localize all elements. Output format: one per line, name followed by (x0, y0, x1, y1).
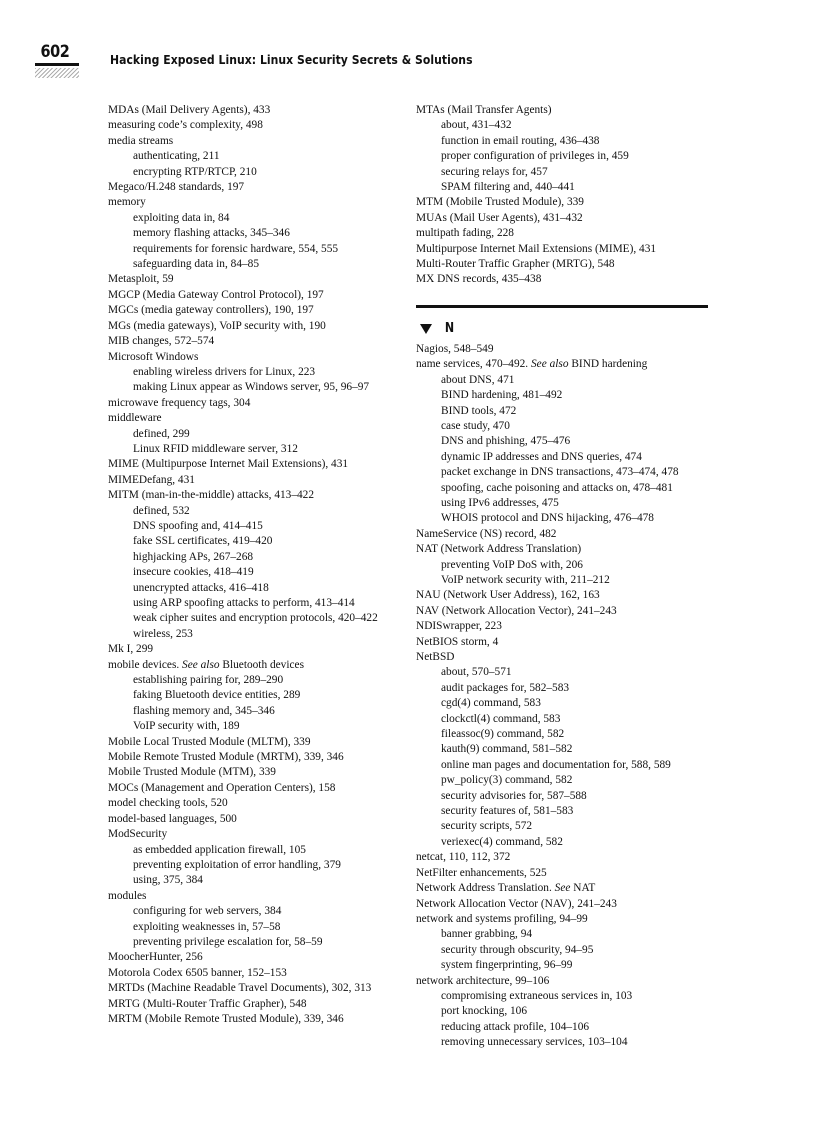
index-subentry: case study, 470 (441, 419, 510, 432)
index-entry: microwave frequency tags, 304 (108, 396, 251, 409)
index-subentry: requirements for forensic hardware, 554, 555 (133, 242, 339, 255)
index-entry: netcat, 110, 112, 372 (416, 851, 511, 864)
index-subentry: audit packages for, 582–583 (441, 681, 570, 694)
index-subentry: proper configuration of privileges in, 459 (441, 150, 629, 163)
index-entry: Mobile Remote Trusted Module (MRTM), 339, 346 (108, 751, 344, 764)
index-entry: measuring code’s complexity, 498 (108, 119, 263, 132)
index-subentry: defined, 299 (133, 427, 190, 440)
index-entry: MDAs (Mail Delivery Agents), 433 (108, 104, 271, 116)
index-entry: MRTM (Mobile Remote Trusted Module), 339, 346 (108, 1012, 344, 1025)
see-reference: See (554, 882, 571, 895)
index-subentry: fileassoc(9) command, 582 (441, 728, 565, 741)
index-subentry: BIND tools, 472 (441, 404, 517, 417)
index-subentry: removing unnecessary services, 103–104 (441, 1036, 628, 1049)
index-entry: MRTG (Multi-Router Traffic Grapher), 548 (108, 997, 307, 1010)
index-entry: model-based languages, 500 (108, 812, 237, 825)
index-subentry: compromising extraneous services in, 103 (441, 989, 633, 1002)
index-entry: NetBIOS storm, 4 (416, 635, 499, 648)
index-entry: media streams (108, 134, 174, 147)
index-entry: Multi-Router Traffic Grapher (MRTG), 548 (416, 258, 615, 271)
index-column-right (416, 103, 716, 1051)
index-subentry: safeguarding data in, 84–85 (133, 258, 260, 271)
index-entry: name services, 470–492. See also BIND hardening (416, 358, 648, 371)
index-subentry: BIND hardening, 481–492 (441, 389, 563, 402)
index-subentry: packet exchange in DNS transactions, 473–474, 478 (441, 466, 679, 479)
index-subentry: preventing VoIP DoS with, 206 (441, 558, 583, 571)
index-subentry: preventing privilege escalation for, 58–59 (133, 935, 323, 948)
index-group-m-continued (416, 103, 716, 288)
index-entry: modules (108, 889, 147, 902)
index-subentry: faking Bluetooth device entities, 289 (133, 689, 301, 702)
index-subentry: using, 375, 384 (133, 874, 203, 887)
index-subentry: online man pages and documentation for, 588, 589 (441, 758, 671, 771)
index-entry: MGCP (Media Gateway Control Protocol), 197 (108, 288, 324, 301)
index-subentry: about, 570–571 (441, 666, 512, 679)
index-subentry: securing relays for, 457 (441, 165, 548, 178)
index-entry: Motorola Codex 6505 banner, 152–153 (108, 966, 287, 979)
index-entry: NAT (Network Address Translation) (416, 543, 582, 556)
index-entry: network architecture, 99–106 (416, 974, 550, 987)
index-subentry: weak cipher suites and encryption protocols, 420–422 (133, 612, 378, 625)
index-entry: Mobile Trusted Module (MTM), 339 (108, 766, 276, 779)
index-subentry: exploiting data in, 84 (133, 211, 230, 224)
index-subentry: veriexec(4) command, 582 (441, 835, 563, 848)
index-subentry: banner grabbing, 94 (441, 928, 533, 941)
index-entry: multipath fading, 228 (416, 227, 514, 240)
index-entry: NetFilter enhancements, 525 (416, 866, 547, 879)
index-subentry: as embedded application firewall, 105 (133, 843, 306, 856)
index-entry: memory (108, 196, 146, 209)
index-subentry: defined, 532 (133, 504, 190, 517)
page-number: 602 (40, 42, 70, 62)
index-subentry: pw_policy(3) command, 582 (441, 774, 573, 787)
index-subentry: VoIP network security with, 211–212 (441, 573, 610, 586)
page-number-ornament (35, 68, 79, 78)
index-entry: ModSecurity (108, 828, 168, 841)
see-reference: See also (182, 658, 220, 671)
index-column-left (108, 103, 408, 1027)
index-entry: Metasploit, 59 (108, 273, 174, 286)
index-entry: middleware (108, 412, 162, 425)
index-entry: Mk I, 299 (108, 643, 154, 656)
index-subentry: dynamic IP addresses and DNS queries, 474 (441, 450, 642, 463)
index-entry: MoocherHunter, 256 (108, 951, 203, 964)
index-subentry: SPAM filtering and, 440–441 (441, 181, 575, 194)
index-subentry: fake SSL certificates, 419–420 (133, 535, 273, 548)
index-subentry: using IPv6 addresses, 475 (441, 496, 559, 509)
index-entry: MX DNS records, 435–438 (416, 273, 542, 286)
index-subentry: kauth(9) command, 581–582 (441, 743, 573, 756)
index-subentry: unencrypted attacks, 416–418 (133, 581, 269, 594)
index-subentry: flashing memory and, 345–346 (133, 704, 275, 717)
index-entry: NDISwrapper, 223 (416, 620, 502, 633)
index-entry: NetBSD (416, 651, 455, 663)
index-entry: MOCs (Management and Operation Centers), 158 (108, 781, 336, 794)
index-subentry: clockctl(4) command, 583 (441, 712, 561, 725)
index-subentry: wireless, 253 (133, 627, 193, 640)
index-subentry: enabling wireless drivers for Linux, 223 (133, 365, 316, 378)
running-head-title: Hacking Exposed Linux: Linux Security Secrets & Solutions (110, 52, 473, 67)
index-subentry: security scripts, 572 (441, 820, 533, 833)
index-entry: MTM (Mobile Trusted Module), 339 (416, 196, 584, 209)
index-subentry: about, 431–432 (441, 119, 512, 132)
index-subentry: reducing attack profile, 104–106 (441, 1020, 590, 1033)
index-subentry: security advisories for, 587–588 (441, 789, 587, 802)
index-entry: MIMEDefang, 431 (108, 473, 195, 486)
index-entry: MGCs (media gateway controllers), 190, 197 (108, 304, 314, 317)
index-entry: NAU (Network User Address), 162, 163 (416, 589, 600, 602)
index-entry: Microsoft Windows (108, 350, 199, 363)
index-subentry: configuring for web servers, 384 (133, 905, 282, 918)
index-entry: MGs (media gateways), VoIP security with, 190 (108, 319, 326, 332)
index-subentry: spoofing, cache poisoning and attacks on, 478–481 (441, 481, 673, 494)
index-subentry: exploiting weaknesses in, 57–58 (133, 920, 281, 933)
index-subentry: making Linux appear as Windows server, 95, 96–97 (133, 381, 370, 394)
index-subentry: about DNS, 471 (441, 373, 515, 386)
index-subentry: encrypting RTP/RTCP, 210 (133, 165, 257, 178)
index-subentry: memory flashing attacks, 345–346 (133, 227, 290, 240)
index-subentry: establishing pairing for, 289–290 (133, 674, 284, 687)
index-subentry: function in email routing, 436–438 (441, 134, 600, 147)
index-subentry: cgd(4) command, 583 (441, 697, 541, 710)
index-entry: Nagios, 548–549 (416, 342, 494, 355)
triangle-down-icon (420, 324, 432, 334)
index-subentry: WHOIS protocol and DNS hijacking, 476–478 (441, 512, 654, 525)
index-subentry: DNS and phishing, 475–476 (441, 435, 571, 448)
index-entry: MIB changes, 572–574 (108, 335, 215, 348)
page-number-rule (35, 63, 79, 66)
see-reference: See also (531, 358, 569, 371)
index-entry: MUAs (Mail User Agents), 431–432 (416, 211, 583, 224)
index-subentry: security features of, 581–583 (441, 805, 574, 818)
index-entry: MIME (Multipurpose Internet Mail Extensions), 431 (108, 458, 349, 471)
index-group-n (416, 342, 716, 1051)
index-entry: Mobile Local Trusted Module (MLTM), 339 (108, 735, 311, 748)
index-entry: NameService (NS) record, 482 (416, 527, 557, 540)
index-entry: Network Address Translation. See NAT (416, 882, 596, 895)
index-entry: NAV (Network Allocation Vector), 241–243 (416, 604, 617, 617)
index-subentry: security through obscurity, 94–95 (441, 943, 594, 956)
index-subentry: port knocking, 106 (441, 1005, 528, 1018)
index-subentry: system fingerprinting, 96–99 (441, 959, 573, 972)
section-heading (416, 320, 716, 338)
index-entry: network and systems profiling, 94–99 (416, 912, 588, 925)
index-entry: model checking tools, 520 (108, 797, 228, 810)
index-entry: mobile devices. See also Bluetooth devices (108, 658, 304, 671)
section-divider (416, 305, 708, 308)
index-entry: MTAs (Mail Transfer Agents) (416, 104, 552, 116)
index-subentry: using ARP spoofing attacks to perform, 413–414 (133, 597, 355, 609)
index-entry: Multipurpose Internet Mail Extensions (MIME), 431 (416, 242, 657, 255)
index-subentry: highjacking APs, 267–268 (133, 550, 254, 563)
section-letter: N (444, 321, 455, 337)
index-subentry: authenticating, 211 (133, 150, 220, 163)
index-entry: Megaco/H.248 standards, 197 (108, 181, 245, 194)
index-entry: Network Allocation Vector (NAV), 241–243 (416, 897, 617, 910)
index-subentry: preventing exploitation of error handling, 379 (133, 858, 341, 871)
index-entry: MRTDs (Machine Readable Travel Documents), 302, 313 (108, 982, 372, 995)
index-subentry: DNS spoofing and, 414–415 (133, 519, 263, 532)
index-entry: MITM (man-in-the-middle) attacks, 413–422 (108, 489, 315, 502)
index-subentry: VoIP security with, 189 (133, 720, 240, 733)
index-subentry: Linux RFID middleware server, 312 (133, 442, 298, 455)
index-subentry: insecure cookies, 418–419 (133, 566, 254, 579)
